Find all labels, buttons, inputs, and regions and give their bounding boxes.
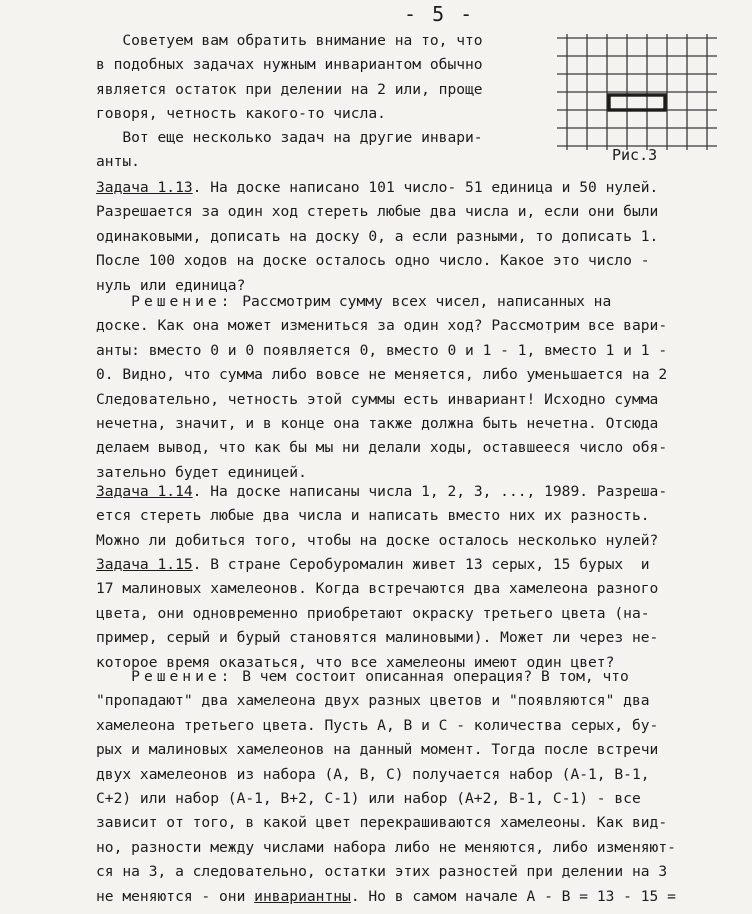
intro-line: анты. bbox=[96, 153, 140, 171]
figure-caption: Рис.3 bbox=[612, 146, 658, 164]
solution-1-15 bbox=[96, 665, 736, 909]
problem-line: нуль или единица? bbox=[96, 276, 246, 294]
solution-line: делаем вывод, что как бы мы ни делали ходы, оставшееся число обя- bbox=[96, 439, 668, 457]
problem-line: одинаковыми, дописать на доску 0, а если разными, то дописать 1. bbox=[96, 227, 659, 245]
grid-figure bbox=[553, 34, 721, 150]
solution-label: Решение: bbox=[131, 668, 234, 685]
solution-line: рых и малиновых хамелеонов на данный момент. Тогда после встречи bbox=[96, 741, 659, 759]
solution-line: "пропадают" два хамелеона двух разных цветов и "появляются" два bbox=[96, 692, 650, 710]
solution-line: двух хамелеонов из набора (А, В, С) получается набор (А-1, В-1, bbox=[96, 765, 650, 783]
problem-text: . В стране Серобуромалин живет 13 серых, 15 бурых и bbox=[192, 556, 650, 573]
solution-line-text: . Но в самом начале А - В = 13 - 15 = bbox=[350, 887, 676, 905]
intro-line: в подобных задачах нужным инвариантом обычно bbox=[96, 56, 483, 74]
intro-line: является остаток при делении на 2 или, проще bbox=[96, 80, 483, 98]
problem-1-14 bbox=[96, 480, 736, 553]
solution-line: хамелеона третьего цвета. Пусть А, В и С - количества серых, бу- bbox=[96, 716, 659, 734]
solution-label: Решение: bbox=[131, 293, 234, 310]
problem-line: Разрешается за один ход стереть любые два числа и, если они были bbox=[96, 203, 659, 221]
solution-line: Следовательно, четность этой суммы есть инвариант! Исходно сумма bbox=[96, 390, 659, 408]
solution-line: зательно будет единицей. bbox=[96, 463, 307, 481]
solution-line: доске. Как она может измениться за один ход? Рассмотрим все вари- bbox=[96, 317, 668, 335]
intro-line: говоря, четность какого-то числа. bbox=[96, 104, 386, 122]
problem-label: Задача 1.14 bbox=[96, 483, 193, 500]
solution-text: В чем состоит описанная операция? В том, что bbox=[233, 668, 629, 685]
problem-label: Задача 1.15 bbox=[96, 556, 193, 573]
problem-label: Задача 1.13 bbox=[96, 179, 193, 196]
solution-line-text: не меняются - они bbox=[96, 887, 255, 905]
problem-1-15 bbox=[96, 553, 736, 675]
problem-line: цвета, они одновременно приобретают окраску третьего цвета (на- bbox=[96, 604, 650, 622]
problem-1-13 bbox=[96, 176, 736, 298]
intro-paragraph bbox=[96, 29, 546, 175]
solution-1-13 bbox=[96, 290, 736, 485]
problem-line: которое время оказаться, что все хамелеоны имеют один цвет? bbox=[96, 653, 615, 671]
figure-rectangle bbox=[609, 95, 665, 110]
solution-line: нечетна, значит, и в конце она также должна быть нечетна. Отсюда bbox=[96, 415, 659, 433]
intro-line: Вот еще несколько задач на другие инвари- bbox=[96, 129, 483, 147]
solution-line: 0. Видно, что сумма либо вовсе не меняется, либо уменьшается на 2 bbox=[96, 366, 668, 384]
solution-line: С+2) или набор (А-1, В+2, С-1) или набор (А+2, В-1, С-1) - все bbox=[96, 790, 641, 808]
problem-line: После 100 ходов на доске осталось одно число. Какое это число - bbox=[96, 252, 650, 270]
solution-line: ся на 3, а следовательно, остатки этих разностей при делении на 3 bbox=[96, 863, 668, 881]
problem-line: 17 малиновых хамелеонов. Когда встречаются два хамелеона разного bbox=[96, 580, 659, 598]
solution-text: Рассмотрим сумму всех чисел, написанных на bbox=[233, 293, 612, 310]
problem-line: ется стереть любые два числа и написать вместо них их разность. bbox=[96, 507, 650, 525]
solution-line: зависит от того, в какой цвет перекрашиваются хамелеоны. Как вид- bbox=[96, 814, 668, 832]
solution-line: но, разности между числами набора либо не меняются, либо изменяют- bbox=[96, 838, 676, 856]
problem-line: пример, серый и бурый становятся малиновыми). Может ли через не- bbox=[96, 629, 659, 647]
solution-line: анты: вместо 0 и 0 появляется 0, вместо 0 и 1 - 1, вместо 1 и 1 - bbox=[96, 341, 668, 359]
problem-line: Можно ли добиться того, чтобы на доске осталось несколько нулей? bbox=[96, 531, 659, 549]
problem-text: . На доске написаны числа 1, 2, 3, ..., 1989. Разреша- bbox=[192, 483, 668, 500]
invariant-term: инвариантны bbox=[254, 887, 351, 905]
problem-text: . На доске написано 101 число- 51 единица и 50 нулей. bbox=[192, 179, 659, 196]
intro-line: Советуем вам обратить внимание на то, что bbox=[96, 32, 483, 49]
page-number: - 5 - bbox=[404, 2, 475, 26]
